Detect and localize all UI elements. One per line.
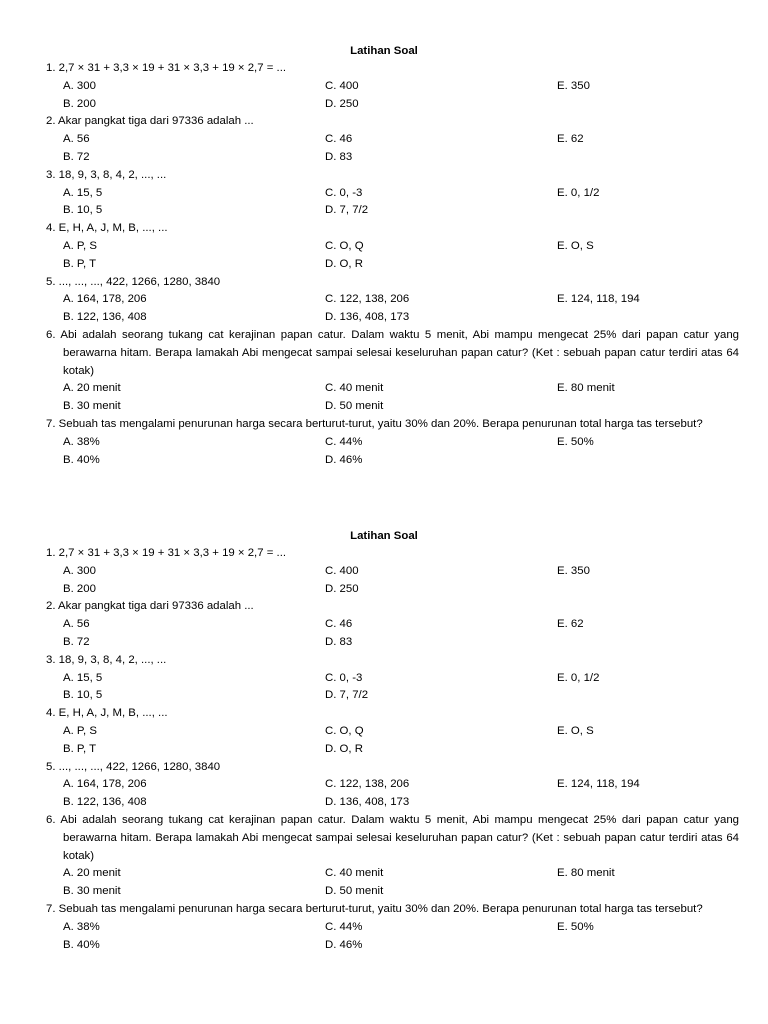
answer-option: C. 400 [325, 79, 359, 92]
answer-option: A. 20 menit [63, 382, 121, 395]
worksheet [0, 527, 768, 954]
answer-option: D. 83 [325, 635, 353, 648]
answer-option: D. 250 [325, 97, 359, 110]
question-text: 5. ..., ..., ..., 422, 1266, 1280, 3840 [46, 760, 221, 773]
answer-option: D. 7, 7/2 [325, 204, 369, 217]
answer-option: B. 200 [63, 582, 96, 595]
answer-option: E. 124, 118, 194 [557, 778, 640, 791]
answer-options-row [0, 398, 768, 416]
answer-option: C. 46 [325, 133, 353, 146]
answer-option: B. 72 [63, 150, 90, 163]
question-text: 2. Akar pangkat tiga dari 97336 adalah ... [46, 115, 254, 128]
answer-option: B. 10, 5 [63, 689, 103, 702]
answer-options-row [0, 634, 768, 652]
answer-options-row [0, 78, 768, 96]
worksheet-title: Latihan Soal [350, 45, 418, 57]
answer-option: A. 300 [63, 564, 96, 577]
answer-option: B. 40% [63, 453, 100, 466]
answer-options-row [0, 741, 768, 759]
answer-option: B. 72 [63, 635, 90, 648]
answer-option: C. 44% [325, 920, 363, 933]
answer-option: B. 122, 136, 408 [63, 796, 147, 809]
answer-options-row [0, 776, 768, 794]
answer-options-row [0, 452, 768, 470]
question-text: 3. 18, 9, 3, 8, 4, 2, ..., ... [46, 168, 167, 181]
answer-options-row [0, 794, 768, 812]
answer-option: A. 15, 5 [63, 671, 103, 684]
answer-options-row [0, 256, 768, 274]
answer-option: C. 122, 138, 206 [325, 293, 410, 306]
answer-options-row [0, 883, 768, 901]
answer-option: A. 38% [63, 435, 100, 448]
answer-option: E. O, S [557, 724, 594, 737]
answer-options-row [0, 581, 768, 599]
answer-option: E. 80 menit [557, 867, 615, 880]
answer-option: C. 400 [325, 564, 359, 577]
answer-option: B. 10, 5 [63, 204, 103, 217]
question-text: 4. E, H, A, J, M, B, ..., ... [46, 707, 168, 720]
question-text: 7. Sebuah tas mengalami penurunan harga secara berturut-turut, yaitu 30% dan 20%. Berapa penurunan total harga tas tersebut? [46, 902, 703, 915]
question-text: 3. 18, 9, 3, 8, 4, 2, ..., ... [46, 653, 167, 666]
answer-option: B. 30 menit [63, 400, 121, 413]
answer-option: A. 56 [63, 618, 90, 631]
answer-option: A. 300 [63, 79, 96, 92]
answer-option: D. 250 [325, 582, 359, 595]
answer-option: D. 7, 7/2 [325, 689, 369, 702]
answer-option: D. 136, 408, 173 [325, 311, 410, 324]
answer-option: D. 83 [325, 150, 353, 163]
question-text: 1. 2,7 × 31 + 3,3 × 19 + 31 × 3,3 + 19 × 2,7 = ... [46, 547, 287, 559]
answer-option: E. 350 [557, 79, 590, 92]
answer-option: D. O, R [325, 742, 363, 755]
answer-option: A. 164, 178, 206 [63, 778, 147, 791]
answer-options-row [0, 149, 768, 167]
answer-option: D. 50 menit [325, 400, 384, 413]
answer-options-row [0, 616, 768, 634]
answer-option: E. 0, 1/2 [557, 186, 600, 199]
answer-option: E. 50% [557, 920, 594, 933]
answer-options-row [0, 96, 768, 114]
answer-options-row [0, 131, 768, 149]
answer-options-row [0, 687, 768, 705]
answer-option: B. P, T [63, 742, 97, 755]
answer-option: D. O, R [325, 257, 363, 270]
answer-options-row [0, 434, 768, 452]
answer-options-row [0, 919, 768, 937]
question-text: 6. Abi adalah seorang tukang cat kerajinan papan catur. Dalam waktu 5 menit, Abi mampu mengecat 25% dari papan catur yang berawarna hitam. Berapa lamakah Abi mengecat sampai selesai keseluruhan papan catur? (Ket : sebuah papan catur terdiri atas 64 kotak) [46, 813, 739, 862]
answer-option: E. 62 [557, 133, 584, 146]
answer-option: E. 62 [557, 618, 584, 631]
answer-option: C. 40 menit [325, 382, 384, 395]
answer-options-row [0, 185, 768, 203]
answer-options-row [0, 865, 768, 883]
answer-option: E. O, S [557, 239, 594, 252]
answer-options-row [0, 380, 768, 398]
question-text: 4. E, H, A, J, M, B, ..., ... [46, 222, 168, 235]
answer-option: C. 40 menit [325, 867, 384, 880]
question-text: 6. Abi adalah seorang tukang cat kerajinan papan catur. Dalam waktu 5 menit, Abi mampu mengecat 25% dari papan catur yang berawarna hitam. Berapa lamakah Abi mengecat sampai selesai keseluruhan papan catur? (Ket : sebuah papan catur terdiri atas 64 kotak) [46, 328, 739, 377]
question-text: 7. Sebuah tas mengalami penurunan harga secara berturut-turut, yaitu 30% dan 20%. Berapa penurunan total harga tas tersebut? [46, 417, 703, 430]
answer-option: C. 0, -3 [325, 671, 363, 684]
answer-option: B. P, T [63, 257, 97, 270]
answer-option: A. P, S [63, 239, 97, 252]
answer-option: B. 40% [63, 938, 100, 951]
answer-option: C. 46 [325, 618, 353, 631]
answer-option: A. 164, 178, 206 [63, 293, 147, 306]
answer-option: C. O, Q [325, 724, 364, 737]
answer-option: D. 136, 408, 173 [325, 796, 410, 809]
answer-option: E. 124, 118, 194 [557, 293, 640, 306]
answer-options-row [0, 937, 768, 955]
answer-options-row [0, 670, 768, 688]
question-text: 5. ..., ..., ..., 422, 1266, 1280, 3840 [46, 275, 221, 288]
answer-option: C. 122, 138, 206 [325, 778, 410, 791]
answer-option: A. 15, 5 [63, 186, 103, 199]
question-text: 1. 2,7 × 31 + 3,3 × 19 + 31 × 3,3 + 19 × 2,7 = ... [46, 62, 287, 74]
answer-options-row [0, 291, 768, 309]
answer-option: A. 20 menit [63, 867, 121, 880]
answer-option: E. 50% [557, 435, 594, 448]
answer-option: D. 46% [325, 938, 363, 951]
answer-options-row [0, 723, 768, 741]
answer-option: B. 200 [63, 97, 96, 110]
answer-option: A. 38% [63, 920, 100, 933]
question-text: 2. Akar pangkat tiga dari 97336 adalah ... [46, 600, 254, 613]
answer-option: E. 80 menit [557, 382, 615, 395]
answer-options-row [0, 563, 768, 581]
worksheet-title: Latihan Soal [350, 530, 418, 542]
answer-options-row [0, 202, 768, 220]
answer-option: C. O, Q [325, 239, 364, 252]
answer-option: A. 56 [63, 133, 90, 146]
answer-option: E. 0, 1/2 [557, 671, 600, 684]
answer-option: A. P, S [63, 724, 97, 737]
answer-options-row [0, 238, 768, 256]
answer-option: C. 0, -3 [325, 186, 363, 199]
answer-options-row [0, 309, 768, 327]
answer-option: E. 350 [557, 564, 590, 577]
answer-option: C. 44% [325, 435, 363, 448]
answer-option: D. 50 menit [325, 885, 384, 898]
answer-option: D. 46% [325, 453, 363, 466]
answer-option: B. 30 menit [63, 885, 121, 898]
worksheet [0, 42, 768, 469]
answer-option: B. 122, 136, 408 [63, 311, 147, 324]
